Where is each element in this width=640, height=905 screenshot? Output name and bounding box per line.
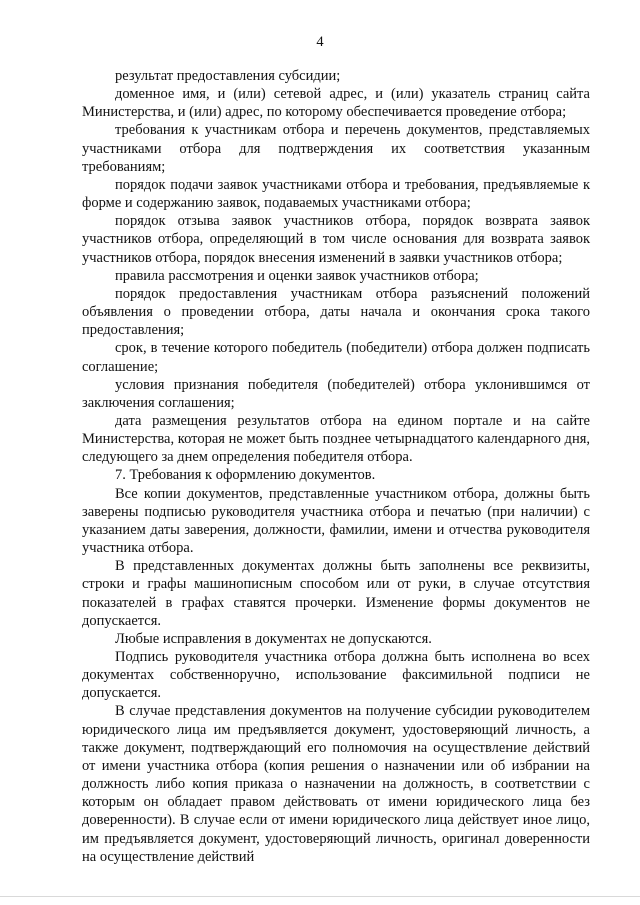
page-bottom-divider [0, 896, 640, 897]
paragraph-filled-details: В представленных документах должны быть заполнены все реквизиты, строки и графы машинописным способом или от руки, в случае отсутствия показателей в графах ставятся прочерки. Изменение формы документов не допускается. [82, 558, 590, 629]
paragraph-results-publication: дата размещения результатов отбора на едином портале и на сайте Министерства, которая не может быть позднее четырнадцатого календарного дня, следующего за днем определения победителя отбора. [82, 412, 590, 466]
paragraph-copy-certification: Все копии документов, представленные участником отбора, должны быть заверены подписью руководителя участника отбора и печатью (при наличии) с указанием даты заверения, должности, фамилии, имени и отчества руководителя участника отбора. [82, 485, 590, 557]
section-heading-document-requirements: 7. Требования к оформлению документов. [115, 467, 376, 484]
paragraph-subsidy-result: результат предоставления субсидии; [115, 68, 341, 84]
document-body [82, 67, 590, 866]
page-number: 4 [316, 34, 324, 50]
paragraph-signing-deadline: срок, в течение которого победитель (победители) отбора должен подписать соглашение; [82, 340, 590, 375]
paragraph-no-corrections: Любые исправления в документах не допускаются. [115, 630, 432, 647]
paragraph-evaluation-rules: правила рассмотрения и оценки заявок участников отбора; [115, 267, 479, 284]
paragraph-evasion-conditions: условия признания победителя (победителей) отбора уклонившимся от заключения соглашения; [82, 376, 590, 411]
paragraph-application-procedure: порядок подачи заявок участниками отбора и требования, предъявляемые к форме и содержанию заявок, подаваемых участниками отбора; [82, 176, 590, 212]
paragraph-application-withdrawal: порядок отзыва заявок участников отбора, порядок возврата заявок участников отбора, определяющий в том числе основания для возврата заявок участников отбора, порядок внесения изменений в заявки участников отбора; [82, 213, 590, 266]
paragraph-domain-name: доменное имя, и (или) сетевой адрес, и (или) указатель страниц сайта Министерства, и (или) адрес, по которому обеспечивается проведение отбора; [82, 86, 590, 121]
paragraph-representation: В случае представления документов на получение субсидии руководителем юридического лица им предъявляется документ, удостоверяющий личность, а также документ, подтверждающий его полномочия на осуществление действий от имени участника отбора (копия решения о назначении или об избрании на должность либо копия приказа о назначении на должность, в соответствии с которым он обладает правом действовать от имени юридического лица без доверенности). В случае если от имени юридического лица действует иное лицо, им предъявляется документ, удостоверяющий личность, оригинал доверенности на осуществление действий [82, 703, 590, 865]
paragraph-clarifications: порядок предоставления участникам отбора разъяснений положений объявления о проведении отбора, даты начала и окончания срока такого предоставления; [82, 285, 590, 339]
paragraph-handwritten-signature: Подпись руководителя участника отбора должна быть исполнена во всех документах собственноручно, использование факсимильной подписи не допускается. [82, 649, 590, 702]
paragraph-participant-requirements: требования к участникам отбора и перечень документов, представляемых участниками отбора для подтверждения их соответствия указанным требованиям; [82, 122, 590, 175]
